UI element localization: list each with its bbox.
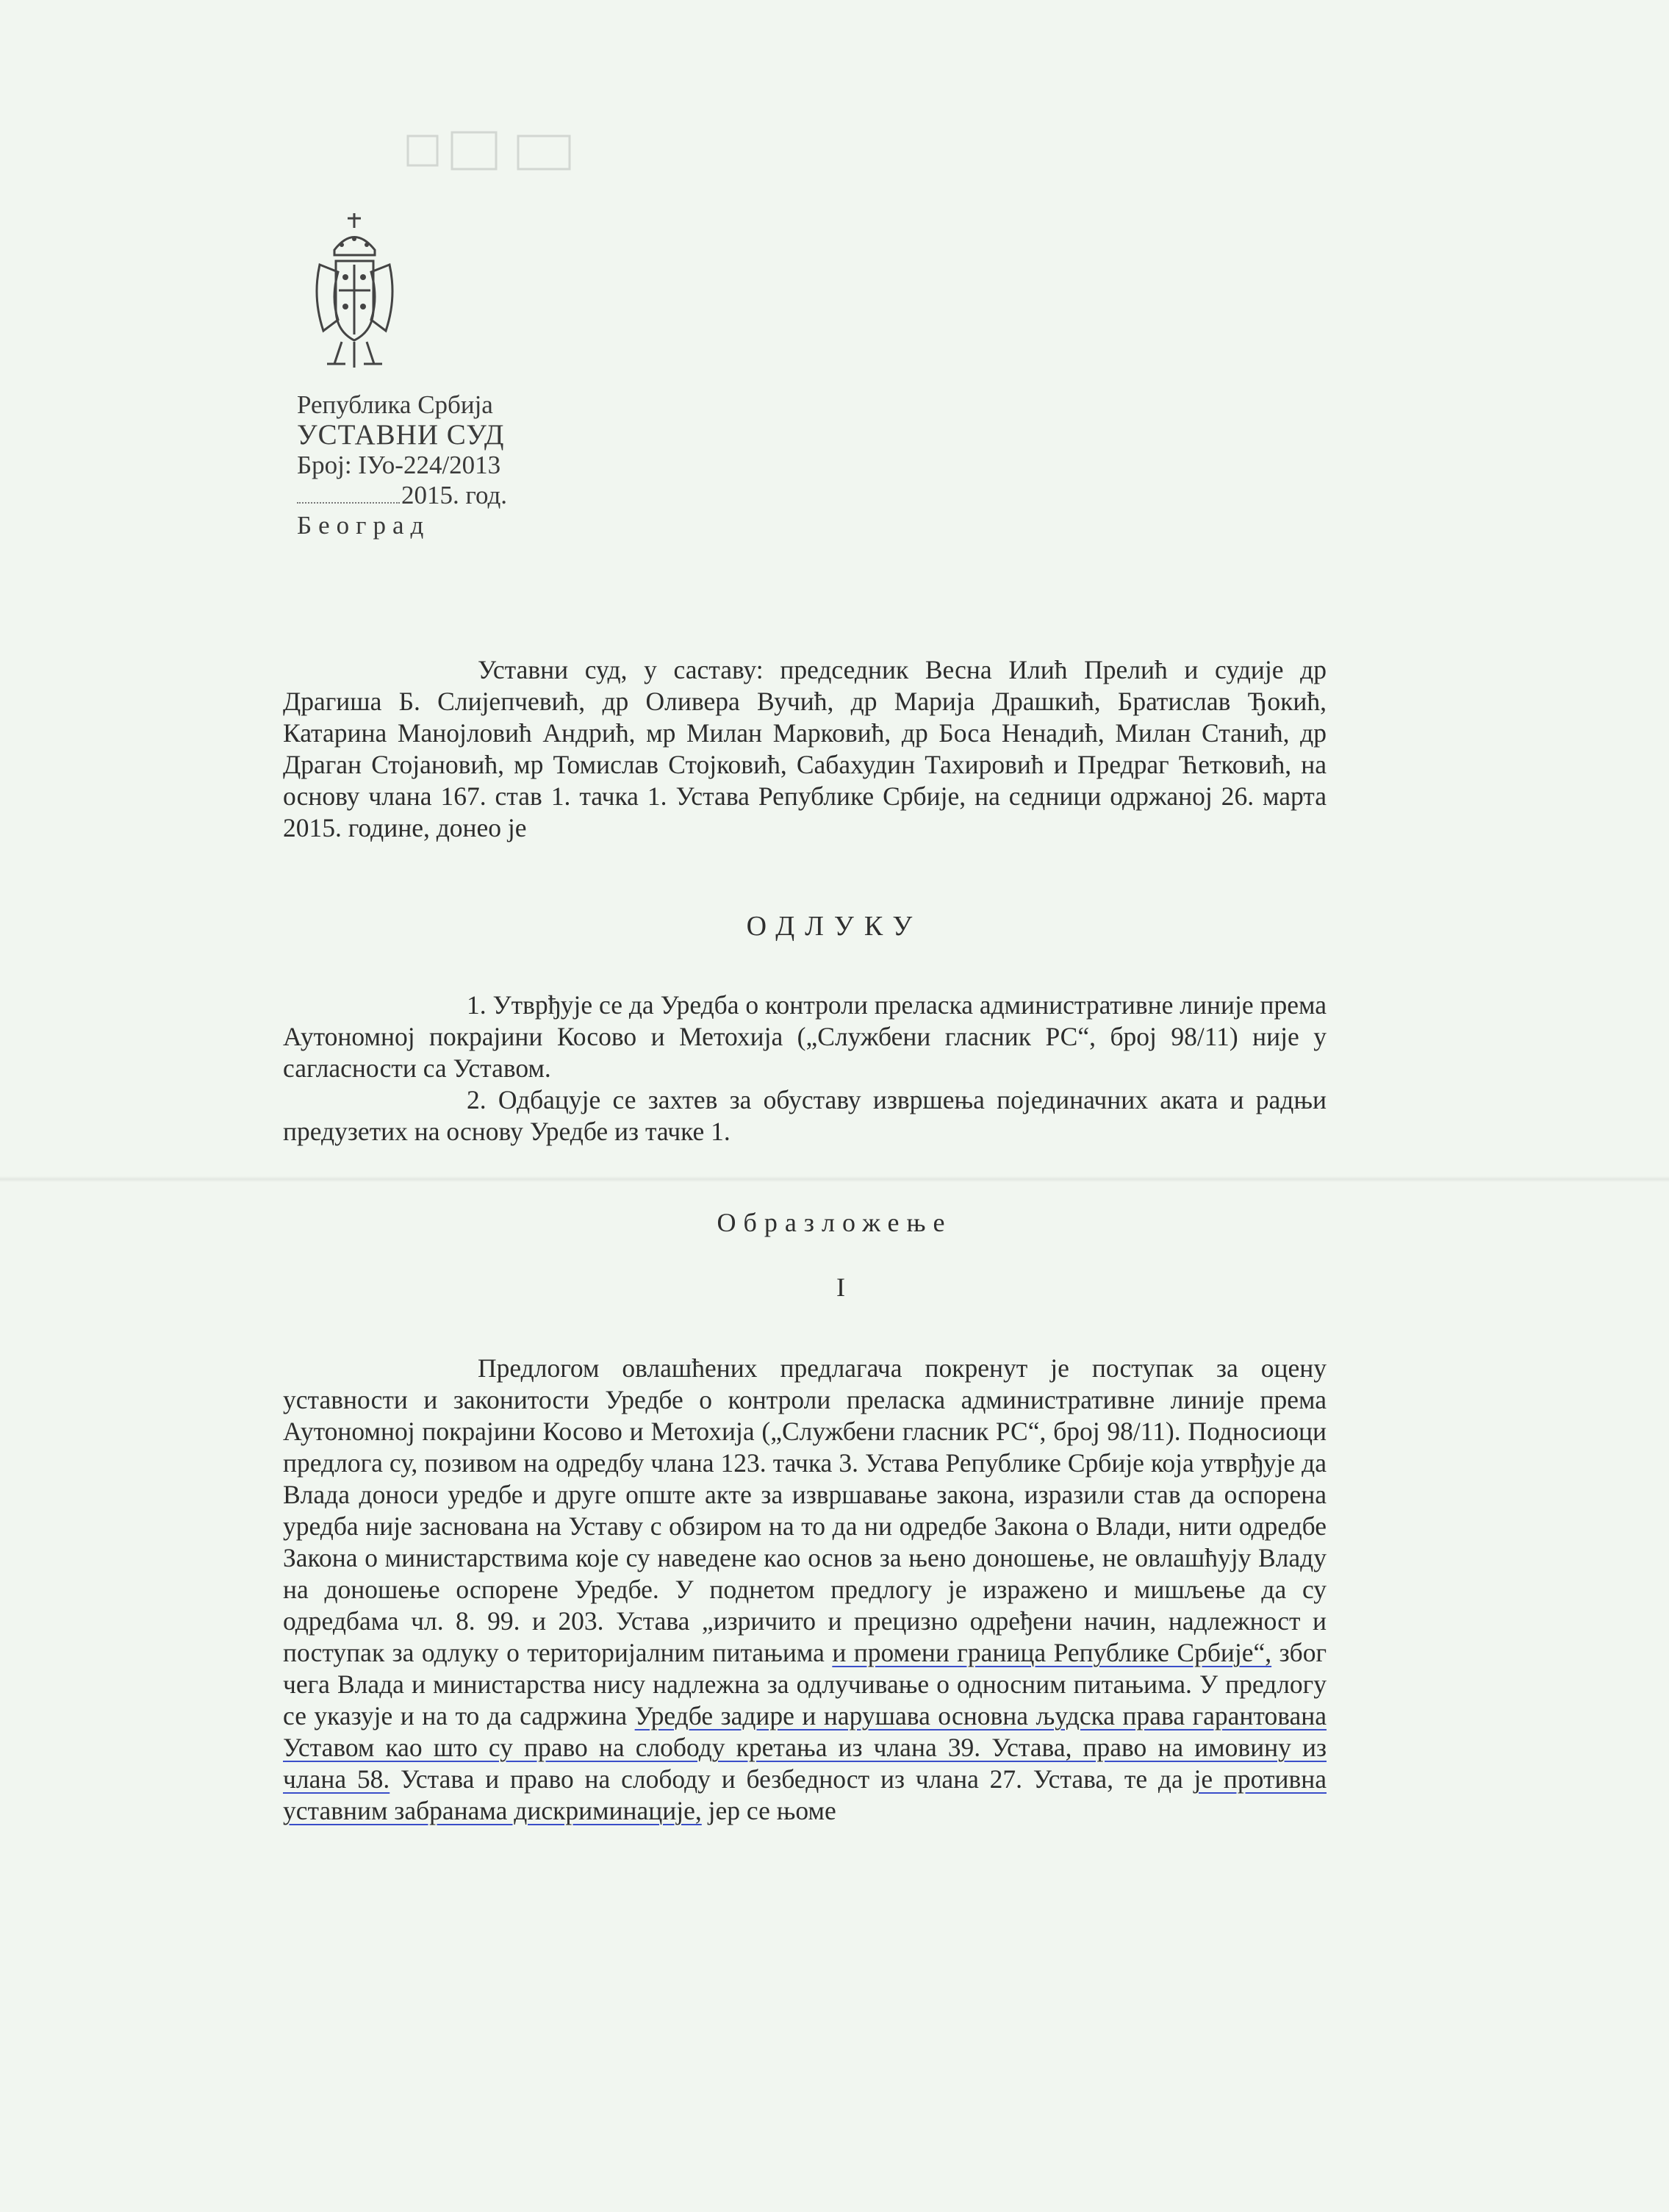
intro-paragraph: Уставни суд, у саставу: председник Весна Илић Прелић и судије др Драгиша Б. Слијепчевић, др Оливера Вучић, др Марија Драшкић, Братислав Ђокић, Катарина Манојловић Андрић, мр Милан Марковић, др Боса Ненадић, Милан Станић, др Драган Стојановић, мр Томислав Стојковић, Сабахудин Тахировић и Предраг Ћетковић, на основу члана 167. став 1. тачка 1. Устава Републике Србије, на седници одржаној 26. марта 2015. године, донео је bbox=[283, 655, 1327, 842]
decision-title: ОДЛУКУ bbox=[746, 911, 923, 942]
coat-of-arms-icon bbox=[305, 210, 404, 375]
reasoning-paragraph: Предлогом овлашћених предлагача покренут је поступак за оцену уставности и законитости Уредбе о контроли преласка административне линије према Аутономној покрајини Косово и Метохија („Службени гласник РС“, број 98/11). Подносиоци предлога су, позивом на одредбу члана 123. тачка 3. Устава Републике Србије која утврђује да Влада доноси уредбе и друге опште акте за извршавање закона, изразили став да оспорена уредба није заснована на Уставу с обзиром на то да ни одредбе Закона о Влади, нити одредбе Закона о министарствима које су наведене као основ за њено доношење, не овлашћују Владу на доношење оспорене Уредбе. У поднетом предлогу је изражено и мишљење да су одредбама чл. 8. 99. и 203. Устава „изричито и прецизно одређени начин, надлежност и поступак за одлуку о територијалним питањима и промени граница Републике Србије“, због чега Влада и министарства нису надлежна за одлучивање о односним питањима. У предлогу се указује и на то да садржина Уредбе задире и нарушава основна људска права гарантована Уставом као што су право на слободу кретања из члана 39. Устава, право на имовину из члана 58. Устава и право на слободу и безбедност из члана 27. Устава, те да је противна уставним забранама дискриминације, јер се њоме bbox=[283, 1353, 1327, 1825]
court-header bbox=[297, 390, 507, 540]
underlined-phrase-2: Уредбе задире и нарушава основна људска права гарантована Уставом као што су право на слободу кретања из члана 39. Устава, право на имовину из члана 58. bbox=[283, 1701, 1327, 1794]
decision-items bbox=[283, 989, 1327, 1148]
faint-stamp-mark bbox=[401, 121, 584, 180]
date-line bbox=[297, 480, 507, 510]
case-number: Број: IУо-224/2013 bbox=[297, 451, 501, 479]
republic-name: Република Србија bbox=[297, 390, 493, 419]
date-year: 2015. год. bbox=[401, 481, 508, 509]
underlined-phrase-1: и промени граница Републике Србије“, bbox=[832, 1638, 1272, 1667]
underlined-phrase-3: је противна уставним забранама дискриминације, bbox=[283, 1764, 1327, 1825]
reasoning-title: Образложење bbox=[717, 1208, 952, 1237]
paper-fold bbox=[0, 1176, 1669, 1182]
date-blank bbox=[297, 502, 400, 504]
decision-item-1: 1. Утврђује се да Уредба о контроли преласка административне линије према Аутономној покрајини Косово и Метохија („Службени гласник РС“, број 98/11) није у сагласности са Уставом. bbox=[283, 990, 1327, 1083]
court-name: УСТАВНИ СУД bbox=[297, 419, 505, 451]
decision-item-2: 2. Одбацује се захтев за обуставу извршења појединачних аката и радњи предузетих на основу Уредбе из тачке 1. bbox=[283, 1085, 1327, 1146]
section-number: I bbox=[836, 1273, 845, 1302]
city-name: Београд bbox=[297, 511, 431, 540]
